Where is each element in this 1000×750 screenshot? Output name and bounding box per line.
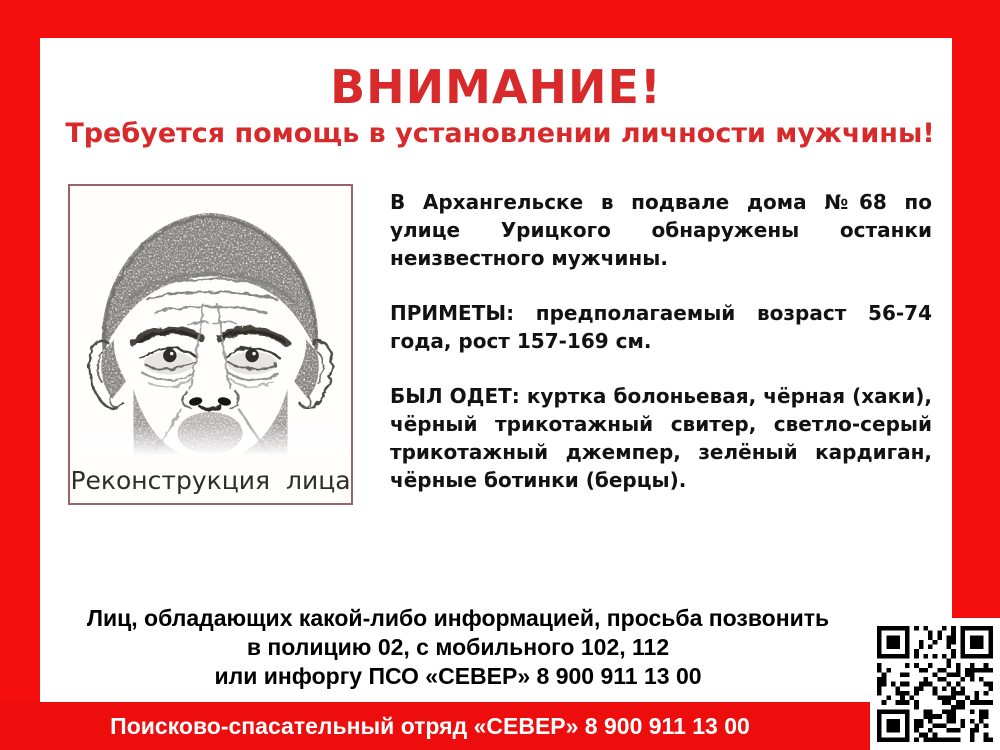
qr-code-icon: [877, 626, 993, 742]
footer-text: Поисково-спасательный отряд «СЕВЕР» 8 900 911 13 00: [110, 712, 750, 739]
paragraph-clothing: БЫЛ ОДЕТ: куртка болоньевая, чёрная (хаки), чёрный трикотажный свитер, светло-серый трикотажный джемпер, зелёный кардиган, чёрные ботинки (берцы).: [390, 384, 932, 492]
sketch-caption: Реконструкция лица: [70, 466, 351, 495]
case-info: [390, 188, 932, 521]
paragraph-description: ПРИМЕТЫ: предполагаемый возраст 56-74 года, рост 157-169 см.: [390, 301, 932, 353]
contact-line: или инфоргу ПСО «СЕВЕР» 8 900 911 13 00: [214, 662, 702, 689]
contact-block: [40, 604, 876, 691]
qr-code: [870, 618, 1000, 750]
contact-line: Лиц, обладающих какой-либо информацией, просьба позвонить: [86, 605, 830, 631]
footer-banner: [0, 702, 1000, 750]
face-sketch-frame: [68, 184, 353, 505]
poster-title: ВНИМАНИЕ!: [330, 60, 662, 114]
poster-subtitle: Требуется помощь в установлении личности мужчины!: [65, 118, 935, 149]
face-sketch-image: [70, 188, 351, 456]
paragraph-location: В Архангельске в подвале дома №68 по улице Урицкого обнаружены останки неизвестного мужчины.: [390, 190, 932, 270]
contact-line: в полицию 02, с мобильного 102, 112: [246, 633, 670, 660]
